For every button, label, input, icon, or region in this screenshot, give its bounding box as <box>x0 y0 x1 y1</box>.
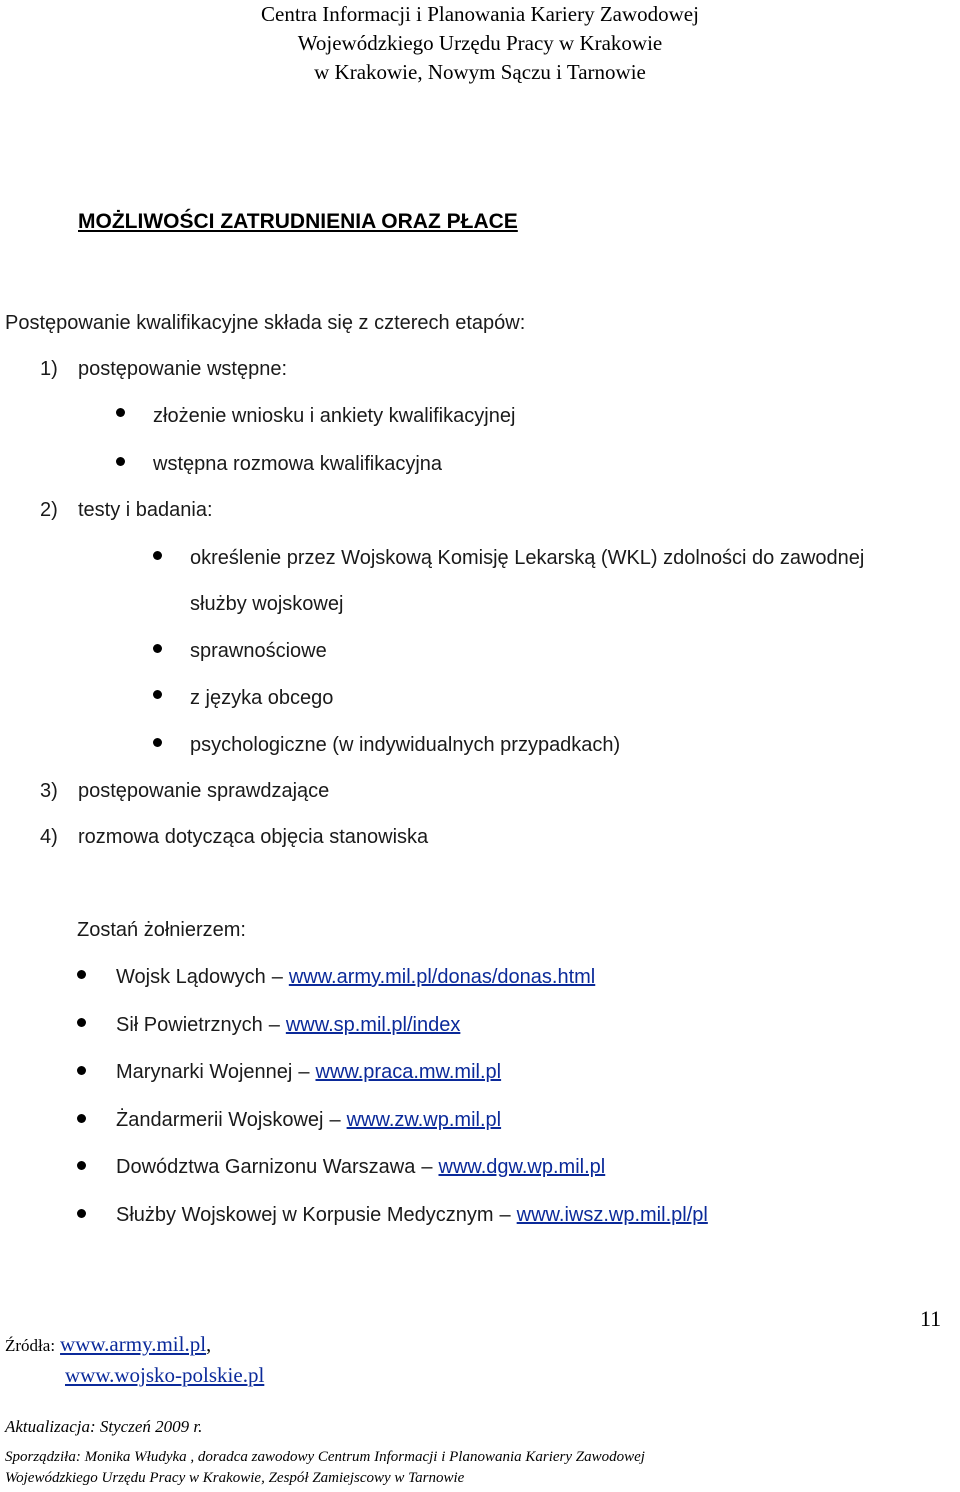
step-2-bullet-1-line-1: określenie przez Wojskową Komisję Lekarską (WKL) zdolności do zawodnej <box>190 547 865 569</box>
become-item-label: Służby Wojskowej w Korpusie Medycznym <box>116 1204 494 1226</box>
become-item <box>116 963 595 991</box>
become-item-link[interactable]: www.sp.mil.pl/index <box>285 1014 461 1036</box>
become-item-label: Dowództwa Garnizonu Warszawa <box>116 1156 416 1178</box>
become-item-link[interactable]: www.army.mil.pl/donas/donas.html <box>288 966 596 988</box>
bullet-icon <box>153 551 162 560</box>
header-line-1: Centra Informacji i Planowania Kariery Zawodowej <box>261 2 699 26</box>
become-item-link[interactable]: www.zw.wp.mil.pl <box>346 1109 502 1131</box>
step-4 <box>40 823 428 851</box>
bullet-icon <box>77 1066 86 1075</box>
bullet-icon <box>153 738 162 747</box>
step-2-label: testy i badania: <box>78 499 213 521</box>
step-1 <box>40 355 287 383</box>
become-item <box>116 1201 708 1229</box>
bullet-icon <box>116 408 125 417</box>
updated-date: Aktualizacja: Styczeń 2009 r. <box>5 1417 203 1436</box>
step-1-bullet-2: wstępna rozmowa kwalifikacyjna <box>153 453 443 475</box>
bullet-icon <box>77 1018 86 1027</box>
become-item-label: Marynarki Wojennej <box>116 1061 293 1083</box>
bullet-icon <box>153 690 162 699</box>
become-item-link[interactable]: www.dgw.wp.mil.pl <box>438 1156 606 1178</box>
prepared-by: Sporządziła: Monika Włudyka , doradca zawodowy Centrum Informacji i Planowania Kariery Zawodowej <box>5 1449 645 1465</box>
become-item <box>116 1058 501 1086</box>
step-4-label: rozmowa dotycząca objęcia stanowiska <box>78 826 429 848</box>
become-item <box>116 1153 605 1181</box>
become-item-label: Żandarmerii Wojskowej <box>116 1109 324 1131</box>
step-1-bullet-1: złożenie wniosku i ankiety kwalifikacyjnej <box>153 405 516 427</box>
bullet-icon <box>77 1161 86 1170</box>
step-4-number: 4) <box>40 826 58 848</box>
dash-separator: – <box>499 1204 511 1226</box>
intro-text: Postępowanie kwalifikacyjne składa się z czterech etapów: <box>5 312 526 334</box>
step-3 <box>40 777 329 805</box>
step-1-number: 1) <box>40 358 58 380</box>
step-3-number: 3) <box>40 780 58 802</box>
sources-label: Źródła: <box>5 1336 56 1355</box>
dash-separator: – <box>268 1014 280 1036</box>
dash-separator: – <box>329 1109 341 1131</box>
bullet-icon <box>77 1114 86 1123</box>
header-line-3: w Krakowie, Nowym Sączu i Tarnowie <box>314 60 646 84</box>
office-info: Wojewódzkiego Urzędu Pracy w Krakowie, Zespół Zamiejscowy w Tarnowie <box>5 1470 465 1486</box>
bullet-icon <box>153 644 162 653</box>
become-item <box>116 1106 501 1134</box>
bullet-icon <box>77 970 86 979</box>
dash-separator: – <box>271 966 283 988</box>
bullet-icon <box>116 457 125 466</box>
become-item-label: Wojsk Lądowych <box>116 966 266 988</box>
step-2-bullet-3: z języka obcego <box>190 687 334 709</box>
become-heading: Zostań żołnierzem: <box>77 919 246 941</box>
sources-line-1 <box>5 1332 211 1357</box>
header-line-2: Wojewódzkiego Urzędu Pracy w Krakowie <box>297 31 663 55</box>
sources-line-2 <box>65 1363 264 1388</box>
dash-separator: – <box>298 1061 310 1083</box>
step-2-bullet-2: sprawnościowe <box>190 640 327 662</box>
step-1-label: postępowanie wstępne: <box>78 358 288 380</box>
source-link-army[interactable]: www.army.mil.pl <box>60 1332 207 1356</box>
page-number: 11 <box>920 1306 942 1331</box>
step-2 <box>40 496 213 524</box>
step-2-bullet-4: psychologiczne (w indywidualnych przypadkach) <box>190 734 621 756</box>
become-item <box>116 1011 460 1039</box>
sources-comma: , <box>206 1334 212 1356</box>
step-3-label: postępowanie sprawdzające <box>78 780 330 802</box>
become-item-label: Sił Powietrznych <box>116 1014 263 1036</box>
become-item-link[interactable]: www.iwsz.wp.mil.pl/pl <box>516 1204 708 1226</box>
dash-separator: – <box>421 1156 433 1178</box>
bullet-icon <box>77 1209 86 1218</box>
step-2-number: 2) <box>40 499 58 521</box>
page-title: MOŻLIWOŚCI ZATRUDNIENIA ORAZ PŁACE <box>78 210 518 233</box>
become-item-link[interactable]: www.praca.mw.mil.pl <box>315 1061 502 1083</box>
source-link-wojsko[interactable]: www.wojsko-polskie.pl <box>65 1363 265 1387</box>
step-2-bullet-1-line-2: służby wojskowej <box>190 593 344 615</box>
